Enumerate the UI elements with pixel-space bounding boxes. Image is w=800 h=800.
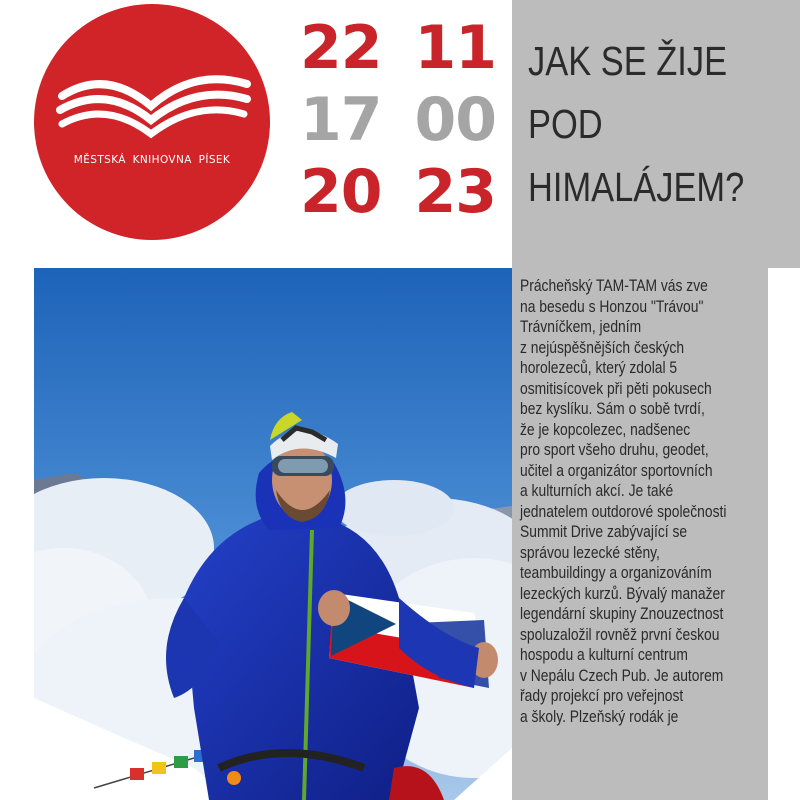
description-line: horolezeců, který zdolal 5 xyxy=(520,358,678,377)
event-title-line: JAK SE ŽIJE xyxy=(528,38,728,84)
description-line: v Nepálu Czech Pub. Je autorem xyxy=(520,665,724,685)
description-line: řady projekcí pro veřejnost xyxy=(520,686,684,705)
description-line: z nejúspěšnějších českých xyxy=(520,337,685,357)
description-line: hospodu a kulturní centrum xyxy=(520,645,688,664)
event-title-line: POD xyxy=(528,101,603,147)
description-line: bez kyslíku. Sám o sobě tvrdí, xyxy=(520,399,705,418)
date-day-month xyxy=(300,13,496,83)
date-year xyxy=(300,157,496,227)
description-line: jednatelem outdorové společnosti xyxy=(520,501,727,521)
description-line: a školy. Plzeňský rodák je xyxy=(520,706,679,726)
event-description xyxy=(520,276,756,727)
description-line: na besedu s Honzou "Trávou" xyxy=(520,296,704,316)
time-hour: 17 xyxy=(300,85,382,155)
description-line: správou lezecké stěny, xyxy=(520,542,660,562)
time-minute: 00 xyxy=(414,85,496,155)
event-time xyxy=(300,85,496,155)
event-title-line: HIMALÁJEM? xyxy=(528,164,745,210)
year-first-half: 20 xyxy=(300,157,382,227)
library-logo xyxy=(34,4,270,240)
library-name: MĚSTSKÁ KNIHOVNA PÍSEK xyxy=(73,154,231,166)
open-book-icon xyxy=(34,4,270,240)
description-line: Prácheňský TAM-TAM vás zve xyxy=(520,276,708,295)
description-line: a kulturních akcí. Je také xyxy=(520,481,674,500)
event-title xyxy=(528,30,744,219)
date-day: 22 xyxy=(300,13,382,83)
climber-photo xyxy=(34,268,512,800)
description-line: osmitisícovek při pěti pokusech xyxy=(520,378,712,398)
date-month: 11 xyxy=(414,13,496,83)
right-margin-strip xyxy=(768,268,800,800)
description-line: že je kopcolezec, nadšenec xyxy=(520,419,691,439)
description-line: lezeckých kurzů. Bývalý manažer xyxy=(520,583,725,603)
description-line: pro sport všeho druhu, geodet, xyxy=(520,440,709,459)
description-line: spoluzaložil rovněž první českou xyxy=(520,624,720,644)
year-second-half: 23 xyxy=(414,157,496,227)
description-line: Summit Drive zabývající se xyxy=(520,522,688,541)
description-line: legendární skupiny Znouzectnost xyxy=(520,604,724,623)
description-line: teambuildingy a organizováním xyxy=(520,563,712,582)
description-line: učitel a organizátor sportovních xyxy=(520,460,713,480)
description-line: Trávníčkem, jedním xyxy=(520,317,642,336)
